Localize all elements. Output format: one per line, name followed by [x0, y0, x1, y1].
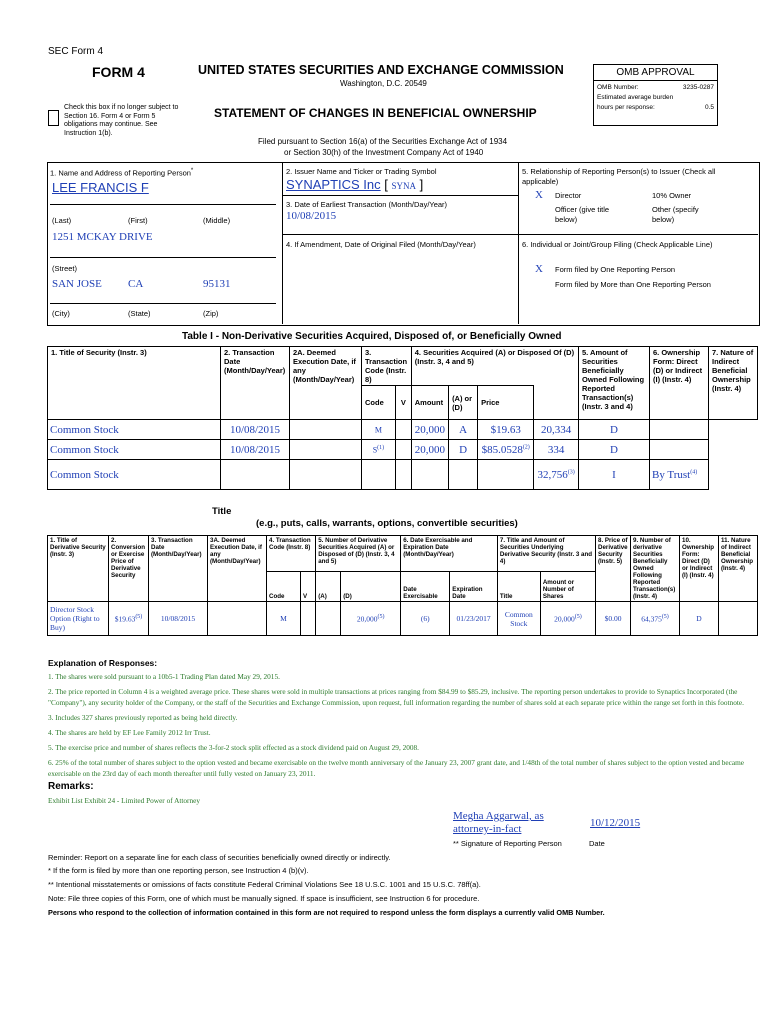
t2-h6: 6. Date Exercisable and Expiration Date (Month/Day/Year)	[401, 536, 498, 572]
t2-amount-shares: Amount or Number of Shares	[540, 572, 595, 602]
t1-price: Price	[478, 386, 534, 420]
footer-note3: Note: File three copies of this Form, one of which must be manually signed. If space is insufficient, see Instruction 6 for procedure.	[48, 894, 480, 903]
issuer-link[interactable]: SYNAPTICS Inc	[286, 177, 381, 192]
footer-reminder: Reminder: Report on a separate line for each class of securities beneficially owned directly or indirectly.	[48, 853, 391, 862]
t1-h3: 3. Transaction Code (Instr. 8)	[362, 347, 412, 386]
relationship-label: 5. Relationship of Reporting Person(s) to Issuer (Check all applicable)	[522, 167, 716, 186]
director-label: Director	[555, 191, 582, 200]
remarks-heading: Remarks:	[48, 781, 94, 792]
issuer-line: SYNAPTICS Inc [ SYNA ]	[286, 177, 424, 192]
t1-r1-ad: D	[449, 440, 478, 460]
signature-date-label: Date	[589, 839, 605, 848]
middle-label: (Middle)	[203, 216, 231, 225]
t1-h5: 5. Amount of Securities Beneficially Owned Following Reported Transaction(s) (Instr. 3 and 4)	[579, 347, 650, 420]
omb-box	[593, 64, 718, 126]
ticker-link[interactable]: SYNA	[391, 181, 416, 191]
t2-h2: 2. Conversion or Exercise Price of Derivative Security	[109, 536, 149, 602]
t1-r2-owned: 32,756$^{(3)}$	[534, 460, 579, 490]
t1-r2-price	[478, 460, 534, 490]
t1-r0-ad: A	[449, 420, 478, 440]
t2-date-ex: Date Exercisable	[401, 572, 450, 602]
earliest-date-label: 3. Date of Earliest Transaction (Month/Day/Year)	[286, 200, 448, 209]
table1-title: Table I - Non-Derivative Securities Acquired, Disposed of, or Beneficially Owned	[182, 331, 562, 342]
one-person-check: X	[535, 263, 543, 275]
director-check: X	[535, 189, 543, 201]
t1-r0-v	[395, 420, 411, 440]
t1-r1-owned: 334	[534, 440, 579, 460]
t1-r1-date: 10/08/2015	[221, 440, 290, 460]
reporting-person-label: 1. Name and Address of Reporting Person*	[50, 168, 194, 178]
state-value: CA	[128, 278, 144, 290]
table2-subtitle: (e.g., puts, calls, warrants, options, convertible securities)	[256, 518, 518, 529]
footer-note2: ** Intentional misstatements or omissions of facts constitute Federal Criminal Violations See 18 U.S.C. 1001 and 15 U.S.C. 78ff(a).	[48, 880, 481, 889]
t2-r0-exercisable: (6)	[401, 602, 450, 636]
filed-line2: or Section 30(h) of the Investment Company Act of 1940	[284, 148, 484, 157]
filing-label: 6. Individual or Joint/Group Filing (Check Applicable Line)	[522, 240, 713, 249]
footnote-1: 1. The shares were sold pursuant to a 10b5-1 Trading Plan dated May 29, 2015.	[48, 672, 280, 681]
t1-h2a: 2A. Deemed Execution Date, if any (Month/Day/Year)	[290, 347, 362, 420]
form-title: FORM 4	[92, 64, 145, 80]
t1-r1-price: $85.0528$^{(2)}$	[478, 440, 534, 460]
commission-title: UNITED STATES SECURITIES AND EXCHANGE COMMISSION	[198, 63, 564, 77]
t2-r0-title: Common Stock	[497, 602, 540, 636]
t2-h4: 4. Transaction Code (Instr. 8)	[267, 536, 316, 572]
remarks-text: Exhibit List Exhibit 24 - Limited Power of Attorney	[48, 796, 201, 805]
t2-code: Code	[267, 572, 301, 602]
t2-h7: 7. Title and Amount of Securities Underlying Derivative Security (Instr. 3 and 4)	[497, 536, 595, 572]
first-label: (First)	[128, 216, 148, 225]
t1-h7: 7. Nature of Indirect Beneficial Ownership (Instr. 4)	[709, 347, 758, 420]
t1-r2-form: I	[579, 460, 650, 490]
t1-r1-nature	[650, 440, 709, 460]
t1-r2-code	[362, 460, 396, 490]
t1-code: Code	[362, 386, 396, 420]
t1-r1-amount: 20,000	[411, 440, 448, 460]
table-row	[48, 440, 758, 460]
t2-r0-form: D	[680, 602, 719, 636]
t1-r1-v	[395, 440, 411, 460]
table2-title: Title	[212, 506, 232, 517]
t1-aord: (A) or (D)	[449, 386, 478, 420]
t2-r0-price: $0.00	[596, 602, 631, 636]
earliest-date: 10/08/2015	[286, 210, 337, 222]
last-label: (Last)	[52, 216, 72, 225]
t1-r0-amount: 20,000	[411, 420, 448, 440]
zip-value: 95131	[203, 278, 231, 290]
explanation-heading: Explanation of Responses:	[48, 658, 158, 668]
footer-note4: Persons who respond to the collection of information contained in this form are not required to respond unless the form displays a currently valid OMB Number.	[48, 908, 605, 917]
t2-r0-nature	[719, 602, 758, 636]
t1-amount: Amount	[411, 386, 448, 420]
omb-number-label: OMB Number:	[597, 84, 639, 91]
table-row	[48, 420, 758, 440]
t1-v: V	[395, 386, 411, 420]
t2-v: V	[301, 572, 316, 602]
t1-r2-deemed	[290, 460, 362, 490]
checkbox-text: Check this box if no longer subject to Section 16. Form 4 or Form 5 obligations may continue. See Instruction 1(b).	[64, 104, 179, 137]
t2-expiration: Expiration Date	[450, 572, 498, 602]
t1-h6: 6. Ownership Form: Direct (D) or Indirect (I) (Instr. 4)	[650, 347, 709, 420]
t1-r0-title: Common Stock	[48, 420, 221, 440]
omb-burden-label: Estimated average burden	[597, 94, 674, 101]
officer-label: Officer (give title below)	[555, 205, 610, 224]
city-value: SAN JOSE	[52, 278, 102, 290]
t2-r0-security: Director Stock Option (Right to Buy)	[48, 602, 109, 636]
t1-r1-code: $S^{(1)}$	[362, 440, 396, 460]
reporting-person-name[interactable]: LEE FRANCIS F	[52, 180, 149, 195]
t1-r1-title: Common Stock	[48, 440, 221, 460]
t1-r0-price: $19.63	[478, 420, 534, 440]
t1-r0-code: M	[362, 420, 396, 440]
t1-h2: 2. Transaction Date (Month/Day/Year)	[221, 347, 290, 420]
t1-r0-deemed	[290, 420, 362, 440]
t2-r0-expiration: 01/23/2017	[450, 602, 498, 636]
t1-r0-date: 10/08/2015	[221, 420, 290, 440]
footnote-2: 2. The price reported in Column 4 is a weighted average price. These shares were sold in multiple transactions at prices ranging from $84.99 to $85.29, inclusive. The reporting person undertakes to provide to Synaptics Incorporated (the "Company"), any security holder of the Company, or the staff of the Securities and Exchange Commission, upon request, full information regarding the number of shares sold at each separate price within the range set forth in this footnote.	[48, 687, 744, 707]
t2-r0-conv: $19.63$^{(5)}$	[109, 602, 149, 636]
amendment-label: 4. If Amendment, Date of Original Filed (Month/Day/Year)	[286, 240, 476, 249]
t1-r1-deemed	[290, 440, 362, 460]
signature-name: Megha Aggarwal, as attorney-in-fact	[453, 810, 544, 835]
omb-number: 3235-0287	[682, 84, 714, 91]
signature-label: ** Signature of Reporting Person	[453, 839, 562, 848]
t1-r2-amount	[411, 460, 448, 490]
t2-r0-code: M	[267, 602, 301, 636]
explanation-list	[48, 671, 758, 779]
street-value: 1251 MCKAY DRIVE	[52, 231, 153, 243]
t2-h1: 1. Title of Derivative Security (Instr. 3)	[48, 536, 109, 602]
footer-note1: * If the form is filed by more than one reporting person, see Instruction 4 (b)(v).	[48, 866, 309, 875]
table1	[47, 346, 758, 490]
t1-h4: 4. Securities Acquired (A) or Disposed Of (D) (Instr. 3, 4 and 5)	[411, 347, 578, 386]
t2-h5: 5. Number of Derivative Securities Acquired (A) or Disposed of (D) (Instr. 3, 4 and 5)	[316, 536, 401, 572]
t1-r2-v	[395, 460, 411, 490]
t2-h10: 10. Ownership Form: Direct (D) or Indirect (I) (Instr. 4)	[680, 536, 719, 602]
footnote-4: 4. The shares are held by EF Lee Family 2012 Irr Trust.	[48, 728, 211, 737]
t1-r2-ad	[449, 460, 478, 490]
omb-title: OMB APPROVAL	[594, 65, 717, 81]
t2-h3a: 3A. Deemed Execution Date, if any (Month/Day/Year)	[208, 536, 267, 602]
t2-a: (A)	[316, 572, 341, 602]
t1-r1-form: D	[579, 440, 650, 460]
location: Washington, D.C. 20549	[340, 79, 427, 88]
t2-h9: 9. Number of derivative Securities Beneficially Owned Following Reported Transaction(s) (Instr. 4)	[631, 536, 680, 602]
t2-r0-a	[316, 602, 341, 636]
t2-h3: 3. Transaction Date (Month/Day/Year)	[149, 536, 208, 602]
footnote-6: 6. 25% of the total number of shares subject to the option vested and became exercisable on the twelve month anniversary of the January 23, 2007 grant date, and 1/48th of the total number of shares subject to the option vested and became exercisable on the 23rd day of each month thereafter until fully vested on January 23, 2011.	[48, 758, 745, 778]
t1-r0-nature	[650, 420, 709, 440]
signature-date: 10/12/2015	[590, 817, 641, 829]
t2-r0-v	[301, 602, 316, 636]
ten-percent-owner-label: 10% Owner	[652, 191, 692, 200]
t2-h11: 11. Nature of Indirect Beneficial Ownership (Instr. 4)	[719, 536, 758, 602]
t2-h8: 8. Price of Derivative Security (Instr. 5)	[596, 536, 631, 602]
statement-title: STATEMENT OF CHANGES IN BENEFICIAL OWNERSHIP	[214, 106, 537, 120]
t2-title: Title	[497, 572, 540, 602]
street-label: (Street)	[52, 264, 78, 273]
omb-hours-label: hours per response:	[597, 104, 655, 111]
sec-form-label: SEC Form 4	[48, 46, 104, 57]
other-label: Other (specify below)	[652, 205, 699, 224]
omb-hours: 0.5	[704, 104, 714, 111]
t1-r2-title: Common Stock	[48, 460, 221, 490]
state-label: (State)	[128, 309, 151, 318]
city-label: (City)	[52, 309, 70, 318]
one-person-label: Form filed by One Reporting Person	[555, 265, 676, 274]
more-person-label: Form filed by More than One Reporting Person	[555, 280, 711, 289]
t1-r2-nature: By Trust$^{(4)}$	[650, 460, 709, 490]
t2-r0-deemed	[208, 602, 267, 636]
filed-line1: Filed pursuant to Section 16(a) of the Securities Exchange Act of 1934	[258, 137, 508, 146]
t2-d: (D)	[341, 572, 401, 602]
t2-r0-owned: 64,375$^{(5)}$	[631, 602, 680, 636]
t1-r0-form: D	[579, 420, 650, 440]
t2-r0-shares: 20,000$^{(5)}$	[540, 602, 595, 636]
t2-r0-d: 20,000$^{(5)}$	[341, 602, 401, 636]
t2-r0-date: 10/08/2015	[149, 602, 208, 636]
zip-label: (Zip)	[203, 309, 219, 318]
t1-r0-owned: 20,334	[534, 420, 579, 440]
issuer-label: 2. Issuer Name and Ticker or Trading Symbol	[286, 167, 437, 176]
table2	[47, 535, 758, 636]
footnote-3: 3. Includes 327 shares previously reported as being held directly.	[48, 713, 238, 722]
t1-r2-date	[221, 460, 290, 490]
table-row	[48, 460, 758, 490]
footnote-5: 5. The exercise price and number of shares reflects the 3-for-2 stock split effected as a stock dividend paid on August 29, 2008.	[48, 743, 420, 752]
no-longer-subject-checkbox[interactable]	[48, 110, 59, 126]
table-row	[48, 602, 758, 636]
t1-h1: 1. Title of Security (Instr. 3)	[48, 347, 221, 420]
